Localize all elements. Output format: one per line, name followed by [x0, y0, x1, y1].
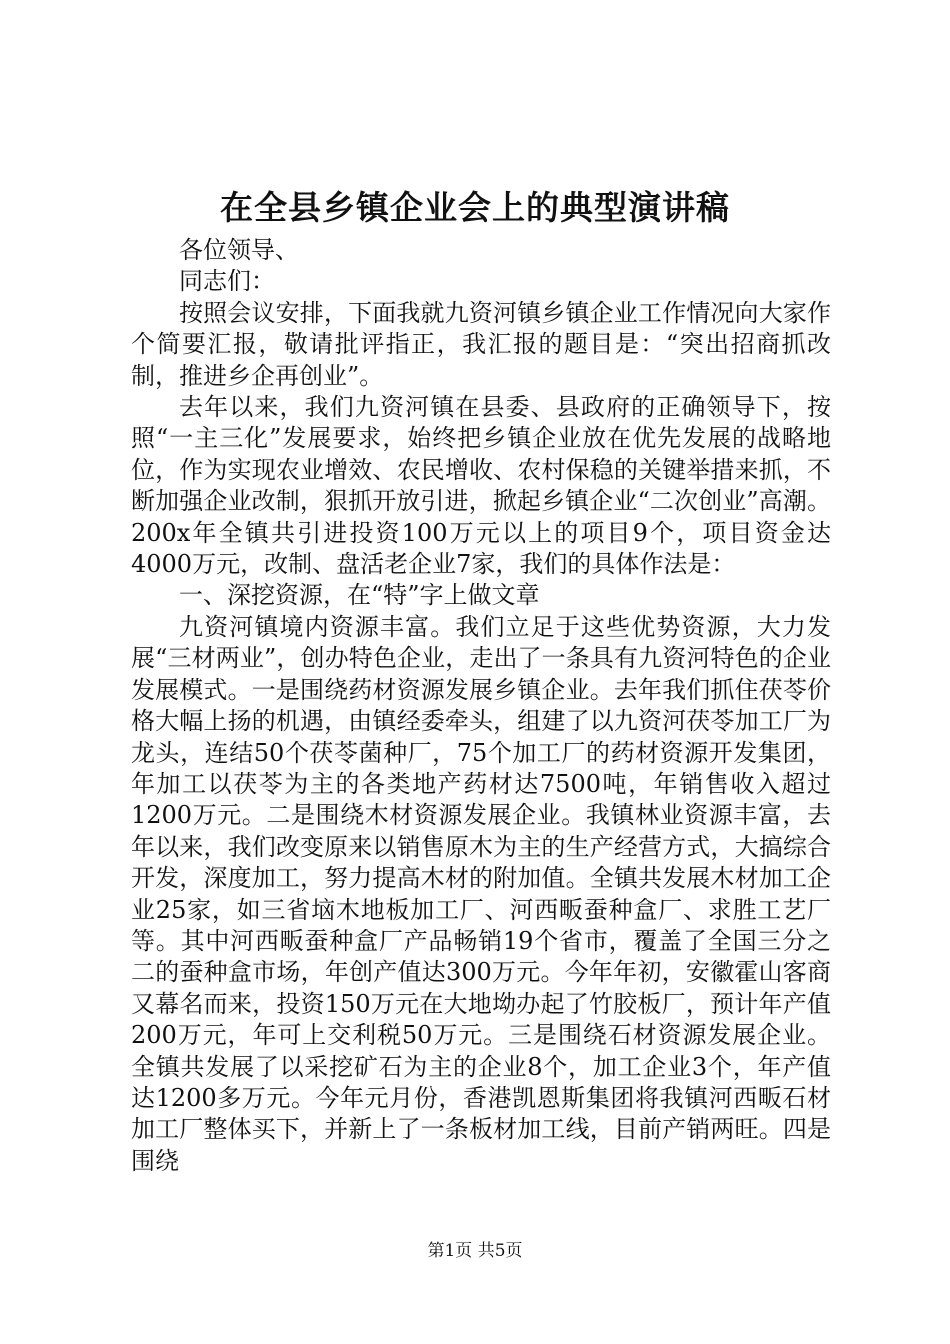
body-paragraph: 九资河镇境内资源丰富。我们立足于这些优势资源，大力发展“三材两业”，创办特色企业，走出了一条具有九资河特色的企业发展模式。一是围绕药材资源发展乡镇企业。去年我们抓住茯苓价格大幅上扬的机遇，由镇经委牵头，组建了以九资河茯苓加工厂为龙头，连结50个茯苓菌种厂，75个加工厂的药材资源开发集团，年加工以茯苓为主的各类地产药材达7500吨，年销售收入超过1200万元。二是围绕木材资源发展企业。我镇林业资源丰富，去年以来，我们改变原来以销售原木为主的生产经营方式，大搞综合开发，深度加工，努力提高木材的附加值。全镇共发展木材加工企业25家，如三省垴木地板加工厂、河西畈蚕种盒厂、求胜工艺厂等。其中河西畈蚕种盒厂产品畅销19个省市，覆盖了全国三分之二的蚕种盒市场，年创产值达300万元。今年年初，安徽霍山客商又幕名而来，投资150万元在大地坳办起了竹胶板厂，预计年产值200万元，年可上交利税50万元。三是围绕石材资源发展企业。全镇共发展了以采挖矿石为主的企业8个，加工企业3个，年产值达1200多万元。今年元月份，香港凯恩斯集团将我镇河西畈石材加工厂整体买下，并新上了一条板材加工线，目前产销两旺。四是围绕: [131, 612, 831, 1175]
body-paragraph: 按照会议安排，下面我就九资河镇乡镇企业工作情况向大家作个简要汇报，敬请批评指正，我汇报的题目是：“突出招商抓改制，推进乡企再创业”。: [131, 298, 831, 390]
page-footer: 第1页 共5页: [427, 1241, 523, 1261]
greeting-line: 各位领导、: [179, 236, 299, 264]
document-title: 在全县乡镇企业会上的典型演讲稿: [220, 188, 730, 227]
greeting-line: 同志们：: [179, 267, 275, 296]
body-paragraph: 去年以来，我们九资河镇在县委、县政府的正确领导下，按照“一主三化”发展要求，始终把乡镇企业放在优先发展的战略地位，作为实现农业增效、农民增收、农村保稳的关键举措来抓，不断加强企业改制，狠抓开放引进，掀起乡镇企业“二次创业”高潮。200x年全镇共引进投资100万元以上的项目9个，项目资金达4000万元，改制、盘活老企业7家，我们的具体作法是：: [131, 393, 831, 579]
section-heading: 一、深挖资源，在“特”字上做文章: [179, 581, 540, 610]
document-body: [131, 235, 831, 1177]
